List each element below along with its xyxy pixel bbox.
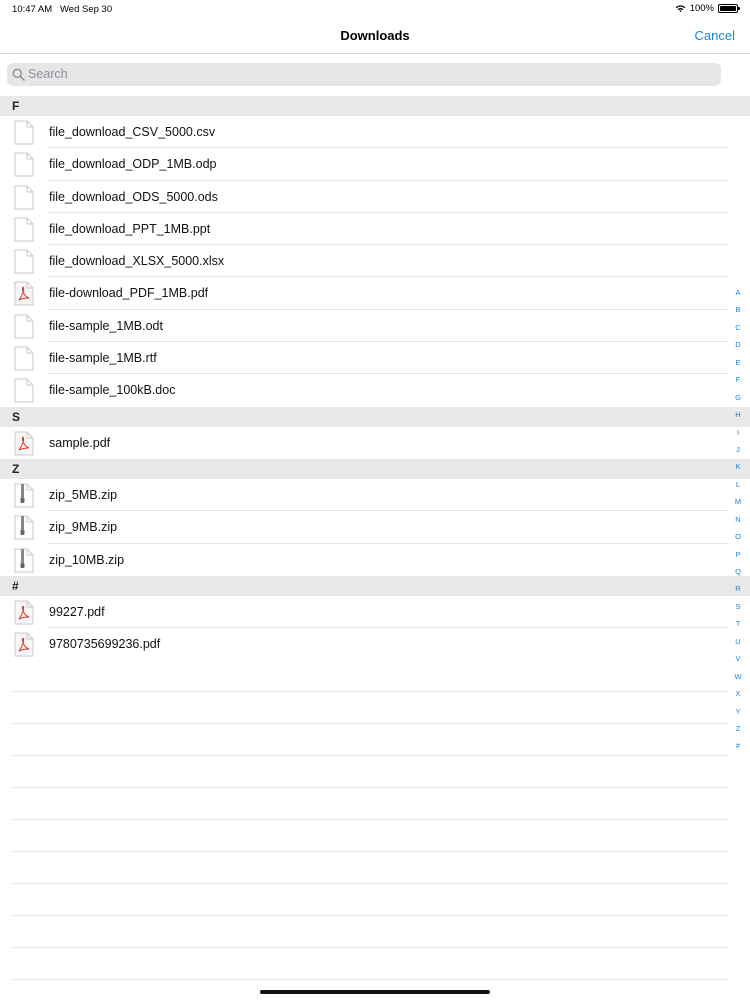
file-row[interactable] — [0, 148, 750, 180]
file-name: file-sample_1MB.odt — [49, 318, 163, 333]
index-letter[interactable]: I — [736, 427, 740, 437]
pdf-icon — [14, 431, 34, 456]
status-date: Wed Sep 30 — [60, 4, 113, 15]
status-indicators — [675, 3, 738, 14]
file-name: zip_9MB.zip — [49, 520, 118, 535]
section-header — [0, 407, 750, 427]
index-letter[interactable]: Y — [735, 706, 741, 716]
cancel-button[interactable]: Cancel — [694, 28, 735, 43]
navigation-bar — [0, 18, 750, 54]
search-input[interactable] — [7, 63, 721, 86]
index-letter[interactable]: H — [735, 410, 741, 420]
file-name: file_download_CSV_5000.csv — [49, 125, 216, 139]
index-letter[interactable]: R — [735, 584, 741, 594]
file-row[interactable] — [0, 544, 750, 576]
section-header-label: S — [12, 409, 21, 424]
empty-row — [0, 756, 750, 788]
file-name: file-sample_100kB.doc — [49, 383, 176, 398]
index-letter[interactable]: B — [735, 305, 741, 315]
index-letter[interactable]: U — [735, 636, 741, 646]
index-letter[interactable]: J — [736, 444, 740, 454]
battery-icon — [718, 4, 738, 13]
file-name: 9780735699236.pdf — [49, 637, 161, 652]
doc-icon — [14, 217, 34, 242]
battery-percent: 100% — [689, 3, 714, 14]
index-letter[interactable]: P — [735, 549, 741, 559]
file-row[interactable] — [0, 277, 750, 309]
index-letter[interactable]: O — [735, 532, 741, 542]
status-bar — [0, 0, 750, 18]
section-header-label: F — [12, 99, 20, 113]
section-header — [0, 576, 750, 596]
file-row[interactable] — [0, 628, 750, 660]
file-row[interactable] — [0, 479, 750, 511]
index-letter[interactable]: E — [735, 357, 741, 367]
empty-row — [0, 852, 750, 884]
empty-row — [0, 724, 750, 756]
section-header — [0, 96, 750, 116]
pdf-icon — [14, 632, 34, 657]
file-row[interactable] — [0, 374, 750, 406]
file-name: file-sample_1MB.rtf — [49, 351, 157, 366]
empty-row — [0, 948, 750, 980]
file-name: sample.pdf — [49, 435, 111, 450]
search-icon — [12, 68, 25, 81]
file-row[interactable] — [0, 342, 750, 374]
empty-row — [0, 820, 750, 852]
file-list — [0, 96, 750, 980]
index-letter[interactable]: D — [735, 340, 741, 350]
index-letter[interactable]: K — [735, 462, 741, 472]
status-time: 10:47 AM — [12, 4, 53, 15]
zip-icon — [14, 483, 34, 508]
doc-icon — [14, 314, 34, 339]
index-letter[interactable]: Q — [735, 567, 741, 576]
file-row[interactable] — [0, 116, 750, 148]
file-row[interactable] — [0, 245, 750, 277]
file-row[interactable] — [0, 427, 750, 459]
index-letter[interactable]: # — [735, 741, 741, 751]
empty-row — [0, 884, 750, 916]
section-header-label: Z — [12, 461, 20, 476]
index-letter[interactable]: S — [735, 601, 741, 611]
index-letter[interactable]: W — [734, 671, 742, 681]
search-placeholder: Search — [28, 67, 68, 81]
index-letter[interactable]: T — [735, 619, 741, 629]
file-name: file-download_PDF_1MB.pdf — [49, 286, 209, 301]
zip-icon — [14, 515, 34, 540]
section-header — [0, 459, 750, 479]
doc-icon — [14, 185, 34, 210]
empty-row — [0, 916, 750, 948]
pdf-icon — [14, 600, 34, 625]
index-letter[interactable]: L — [735, 479, 741, 489]
index-letter[interactable]: M — [734, 497, 742, 507]
doc-icon — [14, 120, 34, 145]
index-letter[interactable]: Z — [735, 723, 741, 733]
zip-icon — [14, 548, 34, 573]
page-title: Downloads — [340, 28, 410, 43]
empty-row — [0, 660, 750, 692]
index-letter[interactable]: N — [735, 514, 741, 524]
file-name: 99227.pdf — [49, 604, 105, 619]
empty-row — [0, 692, 750, 724]
wifi-icon — [675, 4, 686, 13]
file-row[interactable] — [0, 310, 750, 342]
doc-icon — [14, 152, 34, 177]
index-letter[interactable]: X — [735, 689, 741, 699]
file-name: file_download_PPT_1MB.ppt — [49, 221, 211, 236]
file-row[interactable] — [0, 181, 750, 213]
file-name: file_download_ODS_5000.ods — [49, 189, 218, 204]
pdf-icon — [14, 281, 34, 306]
index-letter[interactable]: G — [735, 392, 741, 402]
file-row[interactable] — [0, 511, 750, 543]
doc-icon — [14, 346, 34, 371]
index-letter[interactable]: A — [735, 288, 741, 297]
section-header-label: # — [12, 578, 19, 593]
home-indicator — [260, 990, 490, 994]
file-row[interactable] — [0, 213, 750, 245]
index-letter[interactable]: F — [735, 375, 741, 385]
section-index[interactable] — [731, 286, 745, 757]
empty-row — [0, 788, 750, 820]
file-name: file_download_ODP_1MB.odp — [49, 157, 217, 172]
file-name: zip_5MB.zip — [49, 487, 118, 502]
file-row[interactable] — [0, 596, 750, 628]
file-name: zip_10MB.zip — [49, 552, 125, 567]
doc-icon — [14, 249, 34, 274]
index-letter[interactable]: V — [735, 654, 741, 664]
file-name: file_download_XLSX_5000.xlsx — [49, 254, 225, 269]
index-letter[interactable]: C — [735, 322, 741, 332]
doc-icon — [14, 378, 34, 403]
